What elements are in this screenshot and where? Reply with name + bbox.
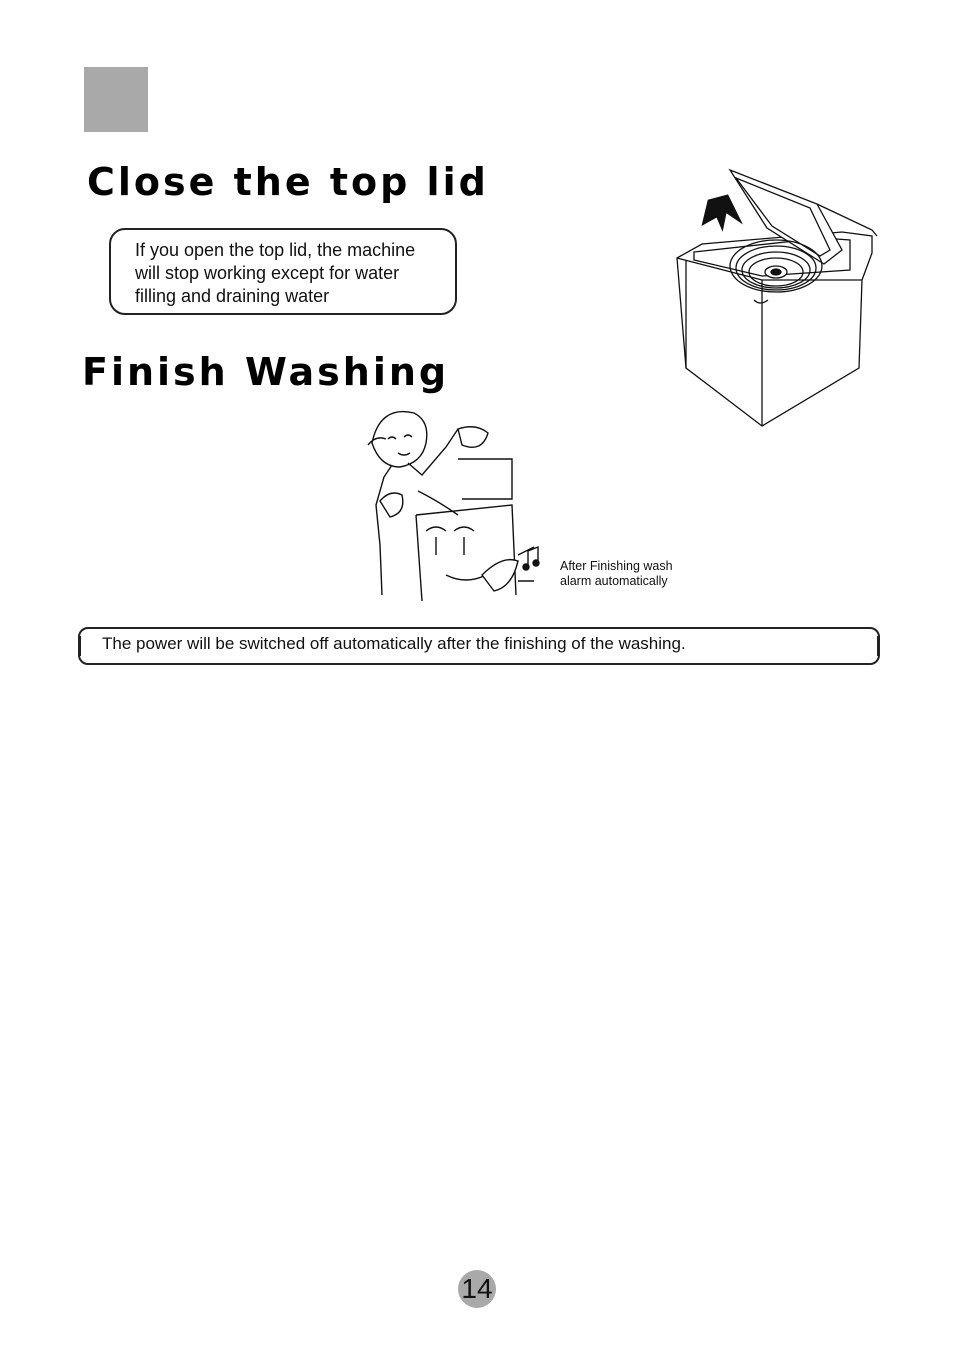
note-line: filling and draining water [135,286,330,306]
close-lid-note-text [135,239,460,308]
alarm-caption-line: alarm automatically [560,574,668,588]
finish-washing-heading: Finish Washing [82,350,450,394]
close-lid-heading: Close the top lid [87,160,489,204]
washing-machine-lid-illustration [672,168,878,430]
section-marker-square [84,67,148,132]
alarm-caption-line: After Finishing wash [560,559,673,573]
note-line: will stop working except for water [135,263,400,283]
woman-unloading-laundry-illustration [362,405,552,607]
alarm-caption [560,559,700,589]
page-number: 14 [458,1270,496,1308]
power-note-text: The power will be switched off automatically after the finishing of the washing. [102,634,686,653]
note-line: If you open the top lid, the machine [135,240,416,260]
